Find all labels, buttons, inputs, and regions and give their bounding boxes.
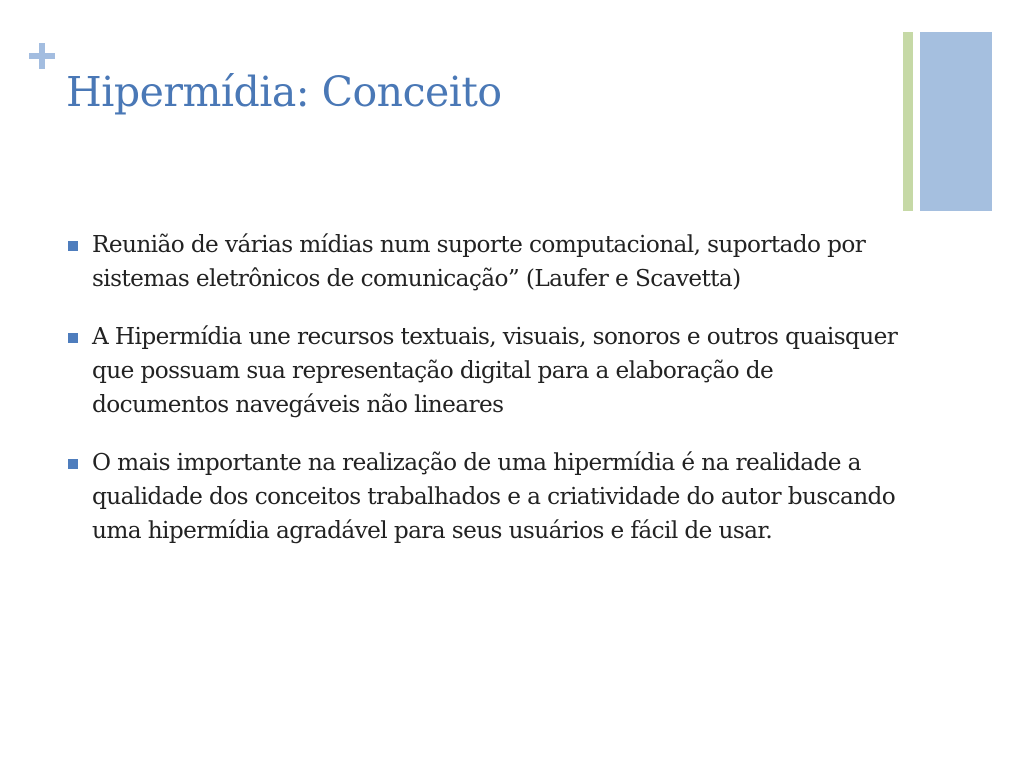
- square-bullet-icon: [68, 459, 78, 469]
- square-bullet-icon: [68, 241, 78, 251]
- slide-title: Hipermídia: Conceito: [66, 68, 502, 116]
- square-bullet-icon: [68, 333, 78, 343]
- bullet-text: A Hipermídia une recursos textuais, visuais, sonoros e outros quaisquer que possuam sua representação digital para a elaboração de documentos navegáveis não lineares: [92, 323, 898, 418]
- bullet-text: O mais importante na realização de uma hipermídia é na realidade a qualidade dos conceitos trabalhados e a criatividade do autor buscando uma hipermídia agradável para seus usuários e fácil de usar.: [92, 449, 896, 544]
- bullet-list: [68, 228, 898, 572]
- bullet-item: [68, 446, 898, 548]
- decorative-blue-block: [920, 32, 992, 211]
- bullet-item: [68, 320, 898, 422]
- plus-icon: [29, 43, 55, 69]
- bullet-text: Reunião de várias mídias num suporte computacional, suportado por sistemas eletrônicos de comunicação” (Laufer e Scavetta): [92, 231, 866, 292]
- bullet-item: [68, 228, 898, 296]
- plus-icon-vertical-bar: [39, 43, 45, 69]
- decorative-green-stripe: [903, 32, 913, 211]
